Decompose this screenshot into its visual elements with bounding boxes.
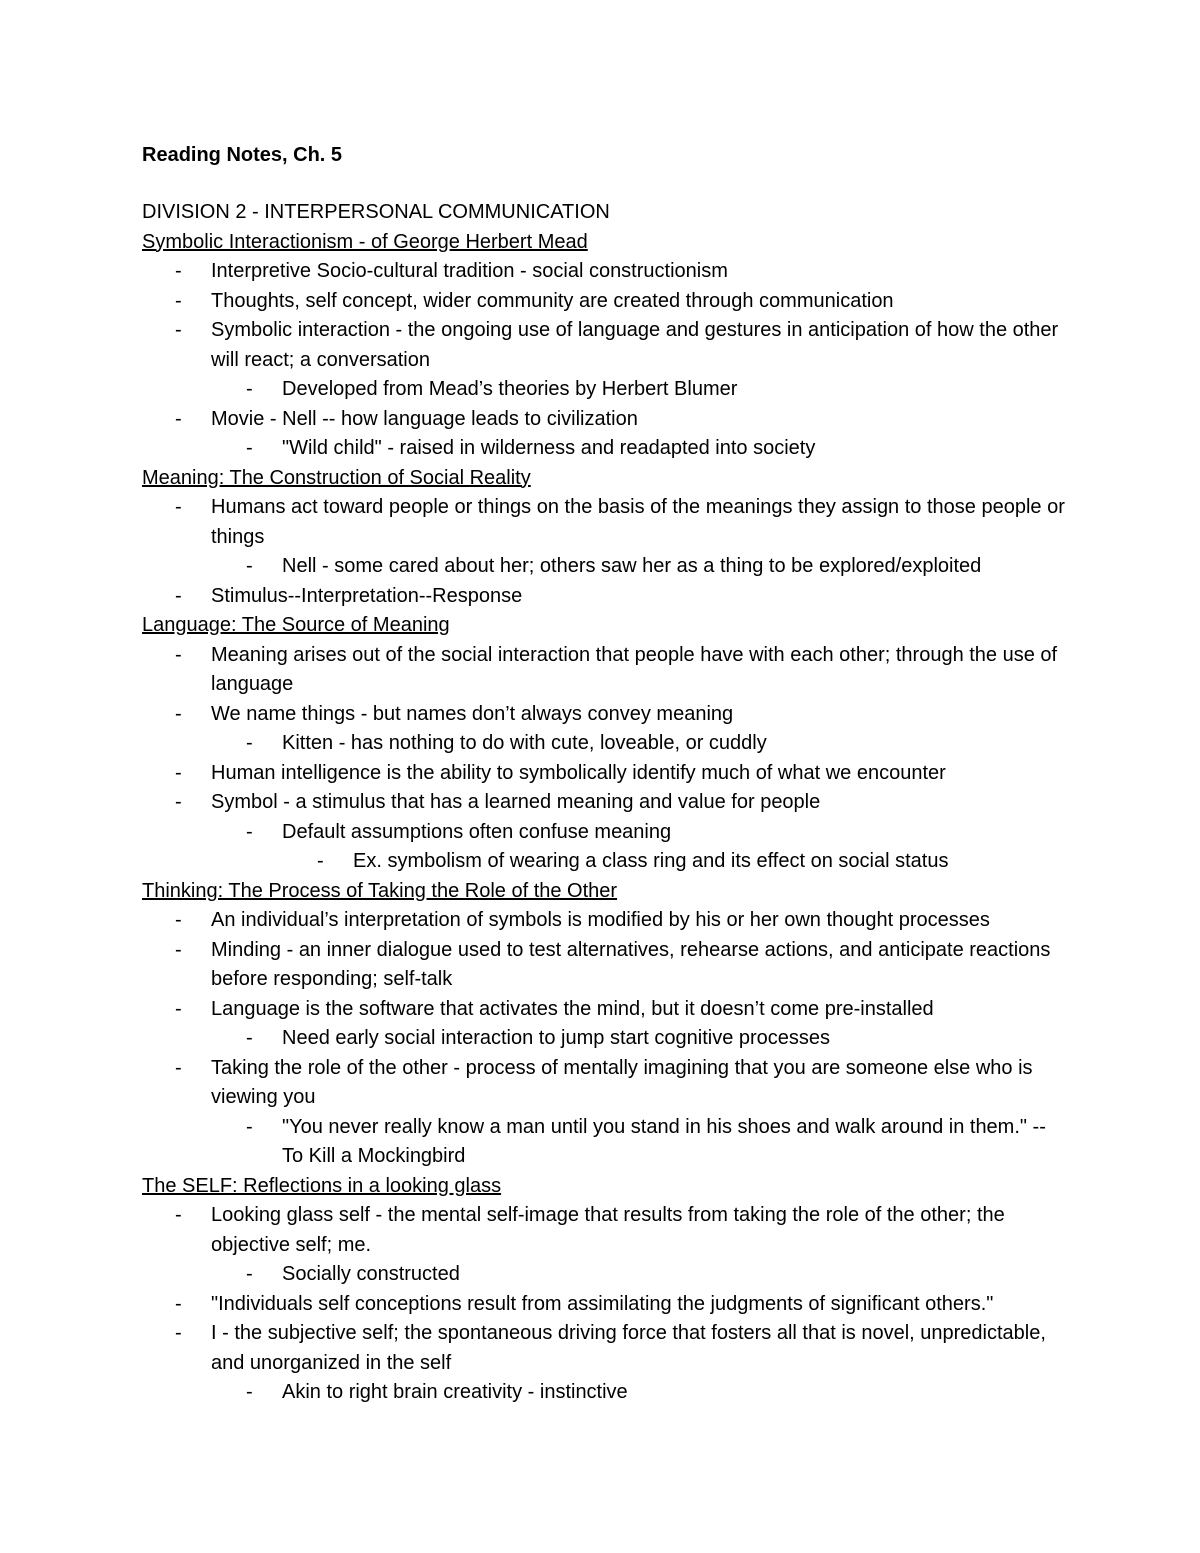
bullet-dash: - (175, 761, 182, 784)
list-item-text: Socially constructed (282, 1263, 460, 1285)
bullet-dash: - (246, 378, 253, 400)
list-item (142, 759, 1072, 789)
list-item (142, 847, 1072, 877)
list-item (142, 257, 1072, 287)
document-title: Reading Notes, Ch. 5 (142, 144, 343, 166)
bullet-dash: - (175, 260, 182, 282)
bullet-dash: - (175, 407, 182, 430)
list-item-text: Movie - Nell -- how language leads to civilization (211, 407, 638, 430)
division-heading: DIVISION 2 - INTERPERSONAL COMMUNICATION (142, 201, 610, 223)
list-item-text: Developed from Mead’s theories by Herbert Blumer (282, 378, 738, 400)
list-item-text: Humans act toward people or things on the basis of the meanings they assign to those people or things (211, 496, 1065, 548)
bullet-dash: - (246, 1381, 253, 1403)
bullet-dash: - (246, 1027, 253, 1049)
list-item (142, 995, 1072, 1025)
section-heading: The SELF: Reflections in a looking glass (142, 1174, 502, 1197)
list-item-text: Stimulus--Interpretation--Response (211, 584, 523, 607)
section-heading: Thinking: The Process of Taking the Role of the Other (142, 879, 618, 902)
list-item (142, 405, 1072, 435)
list-item (142, 493, 1072, 552)
list-item (142, 287, 1072, 317)
bullet-dash: - (246, 1115, 253, 1138)
list-item (142, 434, 1072, 464)
bullet-dash: - (175, 496, 182, 518)
list-item (142, 1054, 1072, 1113)
bullet-dash: - (246, 1263, 253, 1285)
document-page (142, 140, 1072, 1408)
list-item-text: We name things - but names don’t always convey meaning (211, 702, 734, 725)
list-item-text: Looking glass self - the mental self-image that results from taking the role of the other; the objective self; me. (211, 1204, 1005, 1256)
list-item-text: Meaning arises out of the social interaction that people have with each other; through the use of language (211, 643, 1058, 695)
bullet-dash: - (246, 555, 253, 577)
list-item (142, 582, 1072, 612)
list-item (142, 316, 1072, 375)
list-item-text: Ex. symbolism of wearing a class ring and its effect on social status (353, 850, 949, 872)
bullet-dash: - (246, 437, 253, 459)
list-item (142, 1024, 1072, 1054)
list-item-text: Taking the role of the other - process of mentally imagining that you are someone else who is viewing you (211, 1056, 1033, 1108)
list-item (142, 552, 1072, 582)
list-item (142, 1260, 1072, 1290)
list-item (142, 700, 1072, 730)
list-item (142, 1113, 1072, 1172)
bullet-dash: - (175, 319, 182, 341)
list-item-text: Human intelligence is the ability to symbolically identify much of what we encounter (211, 761, 946, 784)
bullet-dash: - (246, 732, 253, 754)
bullet-dash: - (175, 1204, 182, 1226)
bullet-dash: - (175, 584, 182, 607)
list-item-text: "Wild child" - raised in wilderness and readapted into society (282, 437, 816, 459)
bullet-dash: - (175, 938, 182, 961)
bullet-dash: - (317, 850, 324, 872)
list-item (142, 1290, 1072, 1320)
list-item-text: Kitten - has nothing to do with cute, loveable, or cuddly (282, 732, 767, 754)
list-item (142, 818, 1072, 848)
list-item-text: Default assumptions often confuse meaning (282, 820, 672, 843)
notes-body (142, 228, 1072, 1408)
list-item-text: Language is the software that activates the mind, but it doesn’t come pre-installed (211, 997, 934, 1020)
bullet-dash: - (175, 997, 182, 1020)
list-item (142, 936, 1072, 995)
section-heading: Meaning: The Construction of Social Reality (142, 466, 531, 489)
list-item (142, 1319, 1072, 1378)
list-item (142, 1378, 1072, 1408)
list-item-text: Symbolic interaction - the ongoing use of language and gestures in anticipation of how the other will react; a conversation (211, 319, 1059, 371)
section-heading: Language: The Source of Meaning (142, 614, 450, 636)
list-item-text: Need early social interaction to jump start cognitive processes (282, 1027, 831, 1049)
bullet-dash: - (175, 289, 182, 312)
title-spacer (142, 170, 1072, 198)
bullet-dash: - (175, 1292, 182, 1315)
bullet-dash: - (175, 1056, 182, 1079)
list-item-text: Interpretive Socio-cultural tradition - social constructionism (211, 260, 728, 282)
bullet-dash: - (175, 1322, 182, 1344)
bullet-dash: - (175, 643, 182, 666)
bullet-dash: - (246, 820, 253, 843)
list-item-text: Nell - some cared about her; others saw her as a thing to be explored/exploited (282, 555, 982, 577)
list-item (142, 641, 1072, 700)
bullet-dash: - (175, 791, 182, 813)
list-item (142, 375, 1072, 405)
list-item-text: An individual’s interpretation of symbols is modified by his or her own thought processes (211, 909, 990, 931)
list-item-text: "You never really know a man until you stand in his shoes and walk around in them." -- To Kill a Mockingbird (282, 1115, 1046, 1167)
list-item-text: Minding - an inner dialogue used to test alternatives, rehearse actions, and anticipate reactions before responding; self-talk (211, 938, 1051, 990)
list-item (142, 906, 1072, 936)
list-item-text: I - the subjective self; the spontaneous driving force that fosters all that is novel, unpredictable, and unorganized in the self (211, 1322, 1046, 1374)
list-item (142, 1201, 1072, 1260)
bullet-dash: - (175, 702, 182, 725)
bullet-dash: - (175, 909, 182, 931)
list-item-text: Akin to right brain creativity - instinctive (282, 1381, 628, 1403)
list-item-text: Thoughts, self concept, wider community are created through communication (211, 289, 894, 312)
list-item (142, 788, 1072, 818)
list-item-text: "Individuals self conceptions result from assimilating the judgments of significant others." (211, 1292, 994, 1315)
list-item (142, 729, 1072, 759)
list-item-text: Symbol - a stimulus that has a learned meaning and value for people (211, 791, 821, 813)
section-heading: Symbolic Interactionism - of George Herbert Mead (142, 230, 588, 253)
